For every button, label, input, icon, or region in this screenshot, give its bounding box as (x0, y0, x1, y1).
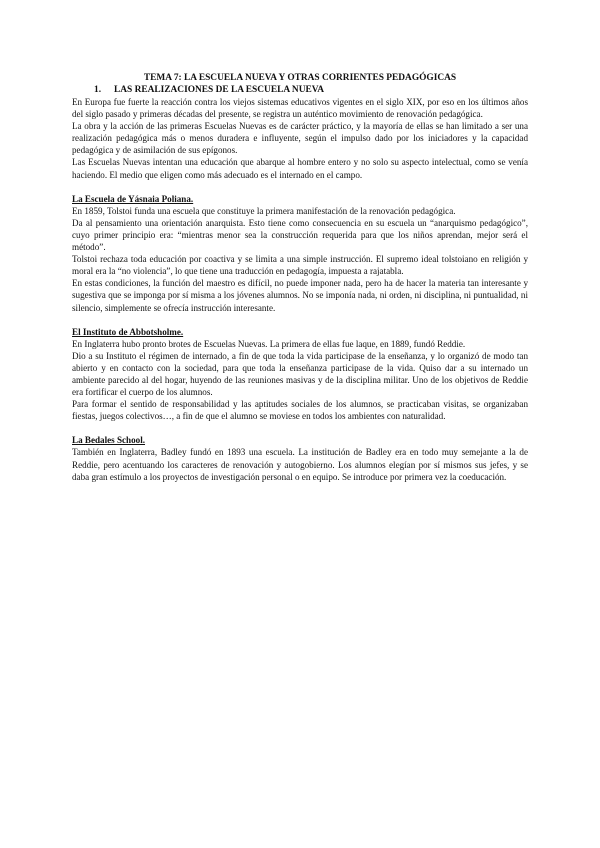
intro-paragraph: En Europa fue fuerte la reacción contra los viejos sistemas educativos vigentes en el siglo XIX, por eso en los últimos años del siglo pasado y primeras décadas del presente, se registra un auténtico movimiento de renovación pedagógica. (72, 97, 528, 120)
subtitle-number: 1. (94, 85, 102, 95)
section-heading-bedales-school: La Bedales School. (72, 435, 146, 446)
body-paragraph: Dio a su Instituto el régimen de internado, a fin de que toda la vida participase de la enseñanza, y lo organizó de modo tan abierto y en contacto con la sociedad, para que toda la enseñanza participase de la vida. Quiso dar a su internado un ambiente parecido al del hogar, huyendo de las reuniones masivas y de la disciplina militar. Uno de los objetivos de Reddie era fortificar el cuerpo de los alumnos. (72, 350, 528, 398)
intro-paragraph: Las Escuelas Nuevas intentan una educación que abarque al hombre entero y no solo su aspecto intelectual, como se venía haciendo. El medio que eligen como más adecuado es el internado en el campo. (72, 157, 528, 180)
body-paragraph: En estas condiciones, la función del maestro es difícil, no puede imponer nada, pero ha de hacer la materia tan interesante y sugestiva que se imponga por sí misma a los jóvenes alumnos. No se imponía nada, ni orden, ni disciplina, ni puntualidad, ni silencio, simplemente se ofrecía instrucción interesante. (72, 278, 528, 313)
body-paragraph: Para formar el sentido de responsabilidad y las aptitudes sociales de los alumnos, se practicaban visitas, se organizaban fiestas, juegos colectivos…, a fin de que el alumno se moviese en todos los ambientes con naturalidad. (72, 399, 528, 422)
body-paragraph: Da al pensamiento una orientación anarquista. Esto tiene como consecuencia en su escuela un “anarquismo pedagógico”, cuyo primer principio era: “mientras menor sea la construcción requerida para que los niños aprendan, mejor será el método”. (72, 217, 528, 253)
body-paragraph: En 1859, Tolstoi funda una escuela que constituye la primera manifestación de la renovación pedagógica. (72, 205, 456, 216)
section-subtitle (94, 84, 528, 96)
body-paragraph: Tolstoi rechaza toda educación por coactiva y se limita a una simple instrucción. El supremo ideal tolstoiano en religión y moral era la “no violencia”, lo que tiene una traducción en pedagogía, impuesta a rajatabla. (72, 254, 528, 277)
section-heading-yasnaia-poliana: La Escuela de Yásnaia Poliana. (72, 193, 194, 204)
body-paragraph: También en Inglaterra, Badley fundó en 1893 una escuela. La institución de Badley era en todo muy semejante a la de Reddie, pero acentuando los caracteres de renovación y autogobierno. Los alumnos elegían por sí mismos sus jefes, y se daba gran estímulo a los proyectos de investigación personal o en equipo. Se introduce por primera vez la coeducación. (72, 447, 528, 482)
intro-paragraph: La obra y la acción de las primeras Escuelas Nuevas es de carácter práctico, y la mayoría de ellas se han limitado a ser una realización pedagógica más o menos duradera e influyente, según el impulso dado por los iniciadores y la capacidad pedagógica y de asimilación de sus epígonos. (72, 121, 528, 156)
document-page (72, 72, 528, 483)
section-heading-abbotsholme: El Instituto de Abbotsholme. (72, 326, 184, 337)
subtitle-text: LAS REALIZACIONES DE LA ESCUELA NUEVA (114, 85, 325, 95)
body-paragraph: En Inglaterra hubo pronto brotes de Escuelas Nuevas. La primera de ellas fue laque, en 1889, fundó Reddie. (72, 338, 466, 349)
document-title: TEMA 7: LA ESCUELA NUEVA Y OTRAS CORRIENTES PEDAGÓGICAS (143, 73, 457, 83)
